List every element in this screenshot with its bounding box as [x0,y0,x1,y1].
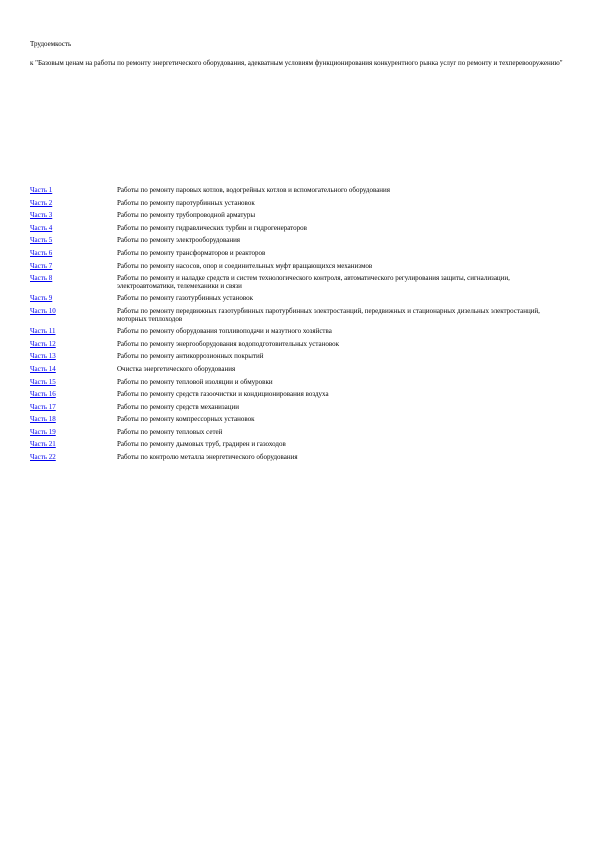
toc-link[interactable]: Часть 2 [30,198,53,207]
toc-link[interactable]: Часть 7 [30,261,53,270]
toc-link[interactable]: Часть 14 [30,364,56,373]
toc-row [30,353,570,361]
toc-link[interactable]: Часть 10 [30,306,56,315]
toc-description: Работы по ремонту энергооборудования водоподготовительных установок [117,339,340,348]
toc-row [30,225,570,233]
toc-description: Работы по ремонту трансформаторов и реакторов [117,248,266,257]
toc-row [30,391,570,399]
toc-link[interactable]: Часть 11 [30,327,56,336]
toc-row [30,263,570,271]
toc-description: Работы по ремонту тепловых сетей [117,427,223,436]
toc-description: Очистка энергетического оборудования [117,364,236,373]
toc-link[interactable]: Часть 5 [30,236,53,245]
toc-link[interactable]: Часть 9 [30,294,53,303]
toc-description: Работы по ремонту средств механизации [117,402,239,411]
toc-link[interactable]: Часть 22 [30,453,56,462]
toc-row [30,429,570,437]
toc-description: Работы по ремонту насосов, опор и соединительных муфт вращающихся механизмов [117,261,373,270]
toc-description: Работы по ремонту газотурбинных установок [117,294,254,303]
toc-description: Работы по ремонту и наладке средств и систем технологического контроля, автоматического регулирования защиты, сигнализации, электроавтоматики, телемеханики и связи [117,274,510,290]
toc-row [30,404,570,412]
toc-link[interactable]: Часть 21 [30,440,56,449]
toc-description: Работы по ремонту трубопроводной арматуры [117,211,256,220]
toc-row [30,454,570,462]
toc-row [30,328,570,336]
toc-description: Работы по ремонту тепловой изоляции и обмуровки [117,377,273,386]
toc-row [30,308,570,323]
toc-description: Работы по ремонту антикоррозионных покрытий [117,352,264,361]
toc-link[interactable]: Часть 1 [30,186,53,194]
toc-link[interactable]: Часть 17 [30,402,56,411]
toc-description: Работы по ремонту дымовых труб, градирен и газоходов [117,440,286,449]
toc-link[interactable]: Часть 4 [30,223,53,232]
toc-description: Работы по ремонту оборудования топливоподачи и мазутного хозяйства [117,327,332,336]
toc-row [30,379,570,387]
toc-row [30,441,570,449]
table-of-contents [30,187,570,467]
toc-link[interactable]: Часть 19 [30,427,56,436]
toc-description: Работы по ремонту паротурбинных установок [117,198,255,207]
toc-row [30,250,570,258]
toc-row [30,275,570,290]
toc-row [30,295,570,303]
toc-row [30,200,570,208]
toc-description: Работы по ремонту компрессорных установок [117,415,255,424]
toc-description: Работы по ремонту передвижных газотурбинных паротурбинных электростанций, передвижных и стационарных дизельных электростанций, моторных теплоходов [117,306,540,323]
toc-row [30,237,570,245]
toc-link[interactable]: Часть 13 [30,352,56,361]
toc-link[interactable]: Часть 12 [30,339,56,348]
toc-description: Работы по ремонту гидравлических турбин и гидрогенераторов [117,223,307,232]
toc-row [30,416,570,424]
document-subtitle: к "Базовым ценам на работы по ремонту энергетического оборудования, адекватным условиям функционирования конкурентного рынка услуг по ремонту и техперевооружению" [30,59,563,67]
toc-row [30,212,570,220]
toc-link[interactable]: Часть 8 [30,274,53,283]
toc-description: Работы по ремонту электрооборудования [117,236,241,245]
toc-link[interactable]: Часть 18 [30,415,56,424]
toc-description: Работы по контролю металла энергетического оборудования [117,453,298,462]
toc-description: Работы по ремонту паровых котлов, водогрейных котлов и вспомогательного оборудования [117,186,391,194]
toc-row [30,187,570,195]
toc-description: Работы по ремонту средств газоочистки и кондиционирования воздуха [117,390,329,399]
toc-row [30,366,570,374]
toc-link[interactable]: Часть 16 [30,390,56,399]
toc-link[interactable]: Часть 6 [30,248,53,257]
toc-row [30,341,570,349]
document-heading: Трудоемкость [30,40,72,48]
toc-link[interactable]: Часть 15 [30,377,56,386]
toc-link[interactable]: Часть 3 [30,211,53,220]
